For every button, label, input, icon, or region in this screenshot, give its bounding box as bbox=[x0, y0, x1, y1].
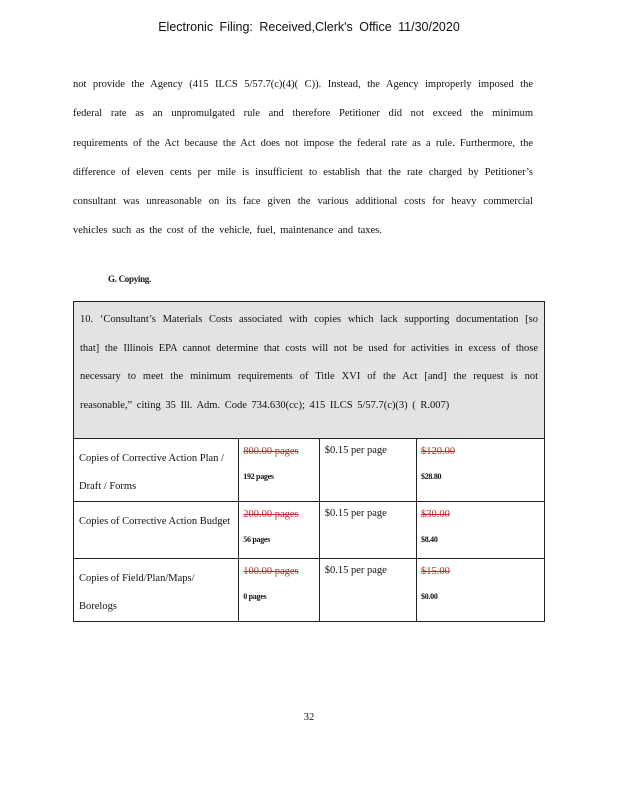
deduction-note: 10. ‘Consultant’s Materials Costs associated with copies which lack supporting documentation [so that] the Illinois EPA cannot determine that costs will not be used for activities in excess of those necessary to meet the minimum requirements of Title XVI of the Act [and] the request is not reasonable,” citing 35 Ill. Adm. Code 734.630(cc); 415 ILCS 5/57.7(c)(3) ( R.007) bbox=[80, 314, 538, 411]
struck-pages: 800.00 pages bbox=[243, 446, 299, 457]
rate-value: $0.15 per page bbox=[324, 565, 387, 576]
cost-cell bbox=[417, 502, 545, 559]
revised-pages: 56 pages bbox=[243, 535, 270, 544]
struck-pages: 200.00 pages bbox=[243, 509, 299, 520]
item-label: Copies of Corrective Action Plan / Draft / Forms bbox=[79, 453, 224, 492]
revised-pages: 192 pages bbox=[243, 472, 274, 481]
item-cell bbox=[74, 559, 239, 622]
item-cell bbox=[74, 439, 239, 502]
page-number: 32 bbox=[303, 712, 315, 723]
copying-costs-table bbox=[73, 301, 545, 622]
revised-cost: $8.40 bbox=[421, 535, 438, 544]
filing-header: Electronic Filing: Received,Clerk's Office 11/30/2020 bbox=[158, 20, 460, 34]
struck-cost: $120.00 bbox=[421, 446, 456, 457]
struck-cost: $30.00 bbox=[421, 509, 450, 520]
pages-cell bbox=[239, 559, 319, 622]
item-label: Copies of Corrective Action Budget bbox=[79, 516, 231, 527]
pages-cell bbox=[239, 439, 319, 502]
table-row bbox=[74, 302, 545, 439]
revised-cost: $28.80 bbox=[421, 472, 442, 481]
rate-cell bbox=[319, 559, 416, 622]
struck-pages: 100.00 pages bbox=[243, 566, 299, 577]
rate-value: $0.15 per page bbox=[324, 445, 387, 456]
body-paragraph: not provide the Agency (415 ILCS 5/57.7(c)(4)( C)). Instead, the Agency improperly imposed the federal rate as an unpromulgated rule and therefore Petitioner did not exceed the minimum requirements of the Act because the Act does not impose the federal rate as a rule. Furthermore, the difference of eleven cents per mile is insufficient to establish that the rate charged by Petitioner’s consultant was unreasonable on its face given the various additional costs for heavy commercial vehicles such as the cost of the vehicle, fuel, maintenance and taxes. bbox=[73, 79, 533, 237]
rate-cell bbox=[319, 502, 416, 559]
cost-cell bbox=[417, 559, 545, 622]
cost-cell bbox=[417, 439, 545, 502]
pages-cell bbox=[239, 502, 319, 559]
table-row bbox=[74, 439, 545, 502]
rate-cell bbox=[319, 439, 416, 502]
revised-pages: 0 pages bbox=[243, 592, 267, 601]
item-cell bbox=[74, 502, 239, 559]
section-heading: G. Copying. bbox=[108, 274, 151, 284]
table-row bbox=[74, 502, 545, 559]
deduction-note-cell bbox=[74, 302, 545, 439]
rate-value: $0.15 per page bbox=[324, 508, 387, 519]
table-row bbox=[74, 559, 545, 622]
revised-cost: $0.00 bbox=[421, 592, 438, 601]
item-label: Copies of Field/Plan/Maps/ Borelogs bbox=[79, 573, 195, 612]
struck-cost: $15.00 bbox=[421, 566, 450, 577]
